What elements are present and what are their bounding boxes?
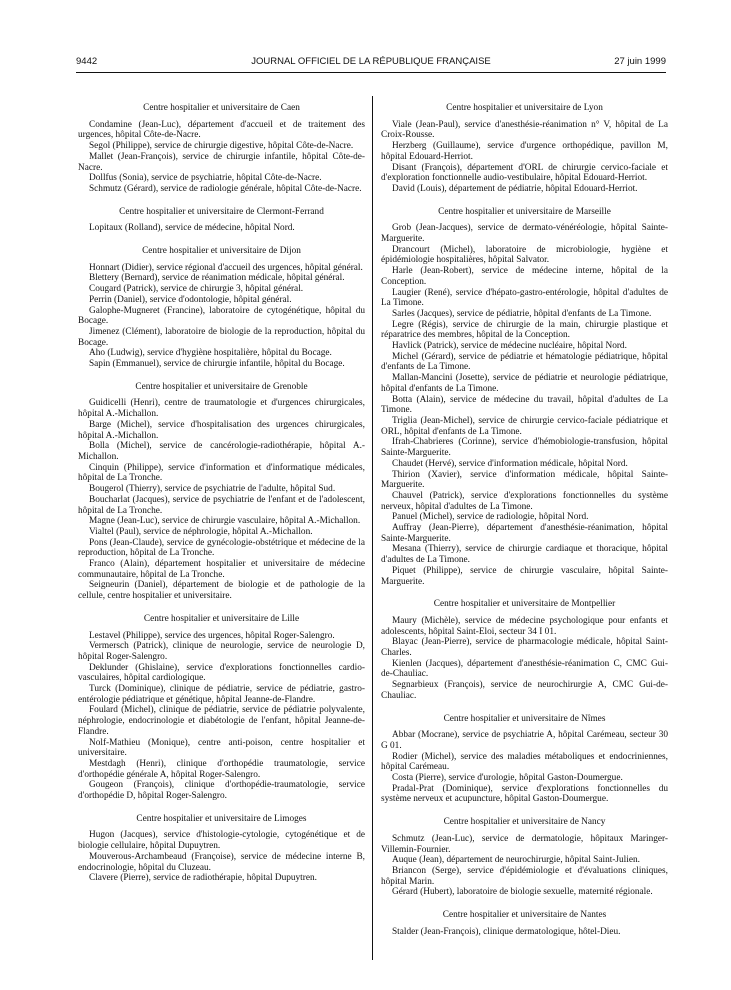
section-gap (78, 802, 365, 814)
appointment-entry: Thirion (Xavier), service d'information médicale, hôpital Sainte-Marguerite. (381, 469, 668, 491)
appointment-entry: Bolla (Michel), service de cancérologie-radiothérapie, hôpital A.-Michallon. (78, 441, 365, 462)
appointment-entry: Dollfus (Sonia), service de psychiatrie, hôpital Côte-de-Nacre. (89, 173, 322, 184)
hospital-section (78, 207, 365, 234)
appointment-entry: Condamine (Jean-Luc), département d'accueil et de traitement des urgences, hôpital Côte-de-Nacre. (78, 119, 365, 141)
appointment-entry: David (Louis), département de pédiatrie, hôpital Edouard-Herriot. (392, 183, 638, 194)
appointment-entry: Stalder (Jean-François), clinique dermatologique, hôtel-Dieu. (392, 926, 621, 937)
appointment-entry: Costa (Pierre), service d'urologie, hôpital Gaston-Doumergue. (392, 773, 623, 784)
section-gap (381, 195, 668, 207)
appointment-entry: Vermersch (Patrick), clinique de neurologie, service de neurologie D, hôpital Roger-Salengro. (78, 641, 365, 662)
appointment-entry: Abbar (Mocrane), service de psychiatrie A, hôpital Carémeau, secteur 30 G 01. (381, 730, 668, 751)
appointment-entry: Galophe-Mugneret (Francine), laboratoire de cytogénétique, hôpital du Bocage. (78, 305, 365, 327)
appointment-entry: Auque (Jean), département de neurochirurgie, hôpital Saint-Julien. (392, 855, 640, 866)
appointment-entry: Blayac (Jean-Pierre), service de pharmacologie médicale, hôpital Saint-Charles. (381, 637, 668, 659)
appointment-entry: Guidicelli (Henri), centre de traumatologie et d'urgences chirurgicales, hôpital A.-Michallon. (78, 398, 365, 420)
page-header (76, 56, 666, 70)
section-title: Centre hospitalier et universitaire de Montpellier (433, 599, 616, 610)
section-title: Centre hospitalier et universitaire de Nancy (443, 817, 606, 828)
appointment-entry: Clavere (Pierre), service de radiothérapie, hôpital Dupuytren. (89, 873, 317, 884)
appointment-entry: Ifrah-Chabrieres (Corinne), service d'hémobiologie-transfusion, hôpital Sainte-Marguerite. (381, 437, 668, 459)
section-title: Centre hospitalier et universitaire de Nîmes (443, 713, 606, 724)
appointment-entry: Sarles (Jacques), service de pédiatrie, hôpital d'enfants de La Timone. (392, 308, 652, 319)
appointment-entry: Boucharlat (Jacques), service de psychiatrie de l'enfant et de l'adolescent, hôpital de La Tronche. (78, 494, 365, 516)
appointment-entry: Lestavel (Philippe), service des urgences, hôpital Roger-Salengro. (89, 630, 335, 641)
appointment-entry: Aho (Ludwig), service d'hygiène hospitalière, hôpital du Bocage. (89, 348, 332, 359)
journal-title: JOURNAL OFFICIEL DE LA RÉPUBLIQUE FRANÇAISE (251, 56, 491, 67)
appointment-entry: Gérard (Hubert), laboratoire de biologie sexuelle, maternité régionale. (392, 887, 653, 898)
appointment-entry: Turck (Dominique), clinique de pédiatrie, service de pédiatrie, gastro-entérologie pédiatrique et génétique, hôpital Jeanne-de-Flandre. (78, 684, 365, 705)
column-divider (372, 96, 373, 960)
section-gap (381, 898, 668, 910)
section-title: Centre hospitalier et universitaire de Caen (143, 103, 300, 113)
appointment-entry: Schmutz (Jean-Luc), service de dermatologie, hôpitaux Maringer-Villemin-Fournier. (381, 833, 668, 855)
appointment-entry: Herzberg (Guillaume), service d'urgence orthopédique, pavillon M, hôpital Edouard-Herriot. (381, 141, 668, 162)
right-column (381, 103, 668, 938)
section-title: Centre hospitalier et universitaire de Nantes (442, 910, 607, 921)
appointment-entry: Drancourt (Michel), laboratoire de microbiologie, hygiène et épidémiologie hospitalières, hôpital Salvator. (381, 244, 668, 266)
appointment-entry: Havlick (Patrick), service de médecine nucléaire, hôpital Nord. (392, 341, 627, 352)
appointment-entry: Schmutz (Gérard), service de radiologie générale, hôpital Côte-de-Nacre. (89, 183, 362, 194)
section-gap (381, 805, 668, 817)
appointment-entry: Nolf-Mathieu (Monique), centre anti-poison, centre hospitalier et universitaire. (78, 737, 365, 759)
appointment-entry: Mallan-Mancini (Josette), service de pédiatrie et neurologie pédiatrique, hôpital d'enfants de La Timone. (381, 373, 668, 394)
section-gap (78, 234, 365, 246)
hospital-section (78, 246, 365, 370)
appointment-entry: Franco (Alain), département hospitalier et universitaire de médecine communautaire, hôpital de La Tronche. (78, 559, 365, 580)
appointment-entry: Foulard (Michel), clinique de pédiatrie, service de pédiatrie polyvalente, néphrologie, endocrinologie et diabétologie de l'enfant, hôpital Jeanne-de-Flandre. (78, 705, 365, 737)
appointment-entry: Auffray (Jean-Pierre), département d'anesthésie-réanimation, hôpital Sainte-Marguerite. (381, 523, 668, 544)
appointment-entry: Botta (Alain), service de médecine du travail, hôpital d'adultes de La Timone. (381, 394, 668, 416)
appointment-entry: Barge (Michel), service d'hospitalisation des urgences chirurgicales, hôpital A.-Michallon. (78, 419, 365, 441)
hospital-section (381, 817, 668, 898)
appointment-entry: Deklunder (Ghislaine), service d'explorations fonctionnelles cardio-vasculaires, hôpital cardiologique. (78, 662, 365, 684)
appointment-entry: Perrin (Daniel), service d'odontologie, hôpital général. (89, 294, 292, 305)
hospital-section (78, 103, 365, 195)
hospital-section (78, 382, 365, 602)
appointment-entry: Legre (Régis), service de chirurgie de la main, chirurgie plastique et réparatrice des membres, hôpital de la Conception. (381, 319, 668, 341)
appointment-entry: Laugier (René), service d'hépato-gastro-entérologie, hôpital d'adultes de La Timone. (381, 287, 668, 309)
appointment-entry: Honnart (Didier), service régional d'accueil des urgences, hôpital général. (89, 262, 363, 273)
appointment-entry: Michel (Gérard), service de pédiatrie et hématologie pédiatrique, hôpital d'enfants de La Timone. (381, 351, 668, 373)
appointment-entry: Chauvel (Patrick), service d'explorations fonctionnelles du système nerveux, hôpital d'adultes de La Timone. (381, 490, 668, 512)
appointment-entry: Panuel (Michel), service de radiologie, hôpital Nord. (392, 512, 589, 523)
section-gap (381, 587, 668, 599)
left-column (78, 103, 365, 884)
hospital-section (381, 207, 668, 588)
section-title: Centre hospitalier et universitaire de Lille (143, 613, 300, 624)
appointment-entry: Mesana (Thierry), service de chirurgie cardiaque et thoracique, hôpital d'adultes de La Timone. (381, 544, 668, 566)
appointment-entry: Triglia (Jean-Michel), service de chirurgie cervico-faciale pédiatrique et ORL, hôpital d'enfants de La Timone. (381, 415, 668, 437)
section-title: Centre hospitalier et universitaire de Marseille (438, 206, 611, 217)
appointment-entry: Hugon (Jacques), service d'histologie-cytologie, cytogénétique et de biologie cellulaire, hôpital Dupuytren. (78, 830, 365, 852)
appointment-entry: Briancon (Serge), service d'épidémiologie et d'évaluations cliniques, hôpital Marin. (381, 866, 668, 887)
section-title: Centre hospitalier et universitaire de Clermont-Ferrand (119, 206, 324, 217)
appointment-entry: Chaudet (Hervé), service d'information médicale, hôpital Nord. (392, 458, 628, 469)
appointment-entry: Lopitaux (Rolland), service de médecine, hôpital Nord. (89, 223, 295, 234)
appointment-entry: Seigneurin (Daniel), département de biologie et de pathologie de la cellule, centre hospitalier et universitaire. (78, 580, 365, 602)
appointment-entry: Segol (Philippe), service de chirurgie digestive, hôpital Côte-de-Nacre. (89, 141, 354, 152)
appointment-entry: Jimenez (Clément), laboratoire de biologie de la reproduction, hôpital du Bocage. (78, 326, 365, 348)
appointment-entry: Mallet (Jean-François), service de chirurgie infantile, hôpital Côte-de-Nacre. (78, 151, 365, 173)
appointment-entry: Disant (François), département d'ORL de chirurgie cervico-faciale et d'exploration fonctionnelle audio-vestibulaire, hôpital Edouard-Herriot. (381, 162, 668, 184)
appointment-entry: Grob (Jean-Jacques), service de dermato-vénéréologie, hôpital Sainte-Marguerite. (381, 223, 668, 245)
appointment-entry: Viale (Jean-Paul), service d'anesthésie-réanimation n° V, hôpital de La Croix-Rousse. (381, 119, 668, 141)
appointment-entry: Bougerol (Thierry), service de psychiatrie de l'adulte, hôpital Sud. (89, 484, 336, 495)
section-gap (78, 370, 365, 382)
section-title: Centre hospitalier et universitaire de Grenoble (135, 381, 308, 392)
appointment-entry: Magne (Jean-Luc), service de chirurgie vasculaire, hôpital A.-Michallon. (89, 516, 361, 527)
appointment-entry: Piquet (Philippe), service de chirurgie vasculaire, hôpital Sainte-Marguerite. (381, 565, 668, 587)
appointment-entry: Cinquin (Philippe), service d'information et d'informatique médicales, hôpital de La Tronche. (78, 462, 365, 484)
appointment-entry: Mouverous-Archambeaud (Françoise), service de médecine interne B, endocrinologie, hôpital du Cluzeau. (78, 851, 365, 873)
appointment-entry: Gougeon (François), clinique d'orthopédie-traumatologie, service d'orthopédie D, hôpital Roger-Salengro. (78, 780, 365, 802)
hospital-section (381, 599, 668, 701)
section-title: Centre hospitalier et universitaire de Limoges (136, 813, 307, 824)
appointment-entry: Pradal-Prat (Dominique), service d'explorations fonctionnelles du système nerveux et acupuncture, hôpital Gaston-Doumergue. (381, 783, 668, 805)
appointment-entry: Vialtel (Paul), service de néphrologie, hôpital A.-Michallon. (89, 526, 313, 537)
hospital-section (78, 614, 365, 802)
hospital-section (381, 714, 668, 806)
hospital-section (381, 910, 668, 937)
section-title: Centre hospitalier et universitaire de Lyon (446, 103, 603, 113)
appointment-entry: Blettery (Bernard), service de réanimation médicale, hôpital général. (89, 273, 345, 284)
issue-date: 27 juin 1999 (614, 56, 666, 67)
section-gap (381, 702, 668, 714)
section-gap (78, 602, 365, 614)
hospital-section (78, 814, 365, 884)
section-gap (78, 195, 365, 207)
appointment-entry: Mestdagh (Henri), clinique d'orthopédie traumatologie, service d'orthopédie générale A, hôpital Roger-Salengro. (78, 758, 365, 780)
appointment-entry: Segnarbieux (François), service de neurochirurgie A, CMC Gui-de-Chauliac. (381, 680, 668, 701)
appointment-entry: Cougard (Patrick), service de chirurgie 3, hôpital général. (89, 284, 304, 295)
appointment-entry: Harle (Jean-Robert), service de médecine interne, hôpital de la Conception. (381, 266, 668, 287)
appointment-entry: Kienlen (Jacques), département d'anesthésie-réanimation C, CMC Gui-de-Chauliac. (381, 658, 668, 680)
appointment-entry: Rodier (Michel), service des maladies métaboliques et endocriniennes, hôpital Carémeau. (381, 751, 668, 773)
appointment-entry: Maury (Michèle), service de médecine psychologique pour enfants et adolescents, hôpital Saint-Eloi, secteur 34 I 01. (381, 615, 668, 637)
page-number: 9442 (76, 56, 98, 67)
section-title: Centre hospitalier et universitaire de Dijon (142, 246, 301, 257)
appointment-entry: Pons (Jean-Claude), service de gynécologie-obstétrique et médecine de la reproduction, hôpital de La Tronche. (78, 537, 365, 559)
header-rule (76, 72, 666, 73)
appointment-entry: Sapin (Emmanuel), service de chirurgie infantile, hôpital du Bocage. (89, 359, 345, 370)
hospital-section (381, 103, 668, 195)
